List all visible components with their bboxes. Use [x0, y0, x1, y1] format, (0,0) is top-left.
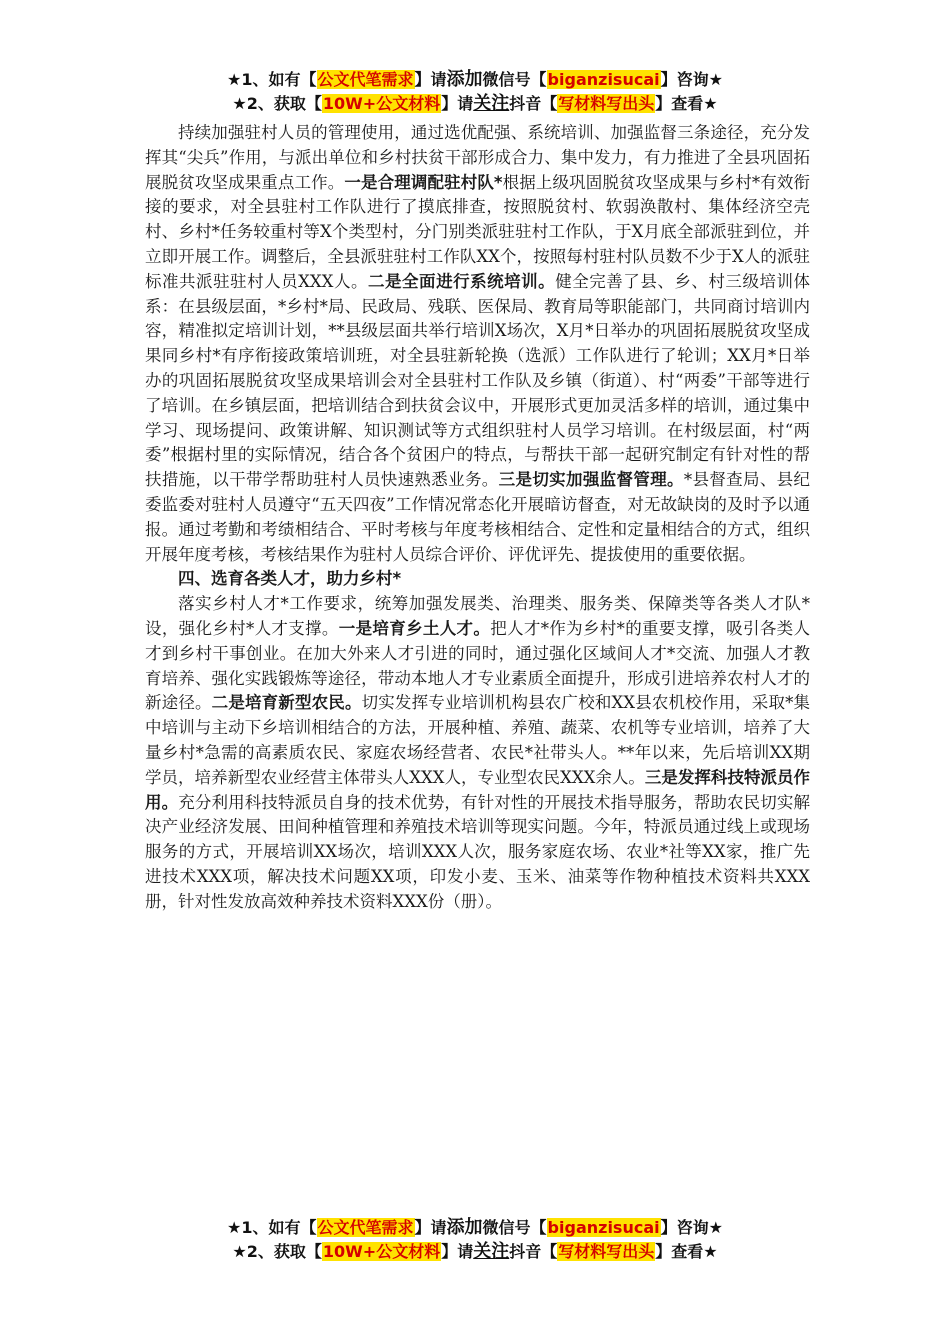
promo-banner-top [0, 68, 950, 116]
promo-highlight-materials: 10W+公文材料 [322, 1242, 441, 1261]
promo-highlight-service: 公文代笔需求 [317, 1218, 414, 1237]
paragraph-talent [145, 592, 810, 914]
promo-highlight-wechat-id: biganzisucai [547, 1218, 660, 1237]
promo-line-2-mid2: 抖音【 [509, 94, 558, 113]
promo-line-1 [0, 68, 950, 92]
promo-line-1-mid: 】请 [414, 1218, 447, 1237]
promo-line-2 [0, 1240, 950, 1264]
paragraph-text: 落实乡村人才*工作要求，统筹加强发展类、治理类、服务类、保障类等各类人才队*设，强化乡村*人才支撑。 [145, 594, 810, 638]
paragraph-village-staff [145, 121, 810, 567]
promo-line-1 [0, 1216, 950, 1240]
paragraph-text: 把人才*作为乡村*的重要支撑，吸引各类人才到乡村干事创业。在加大外来人才引进的同时，通过强化区域间人才*交流、加强人才教育培养、强化实践锻炼等途径，带动本地人才专业素质全面提升，形成引进培养农村人才的新途径。 [145, 618, 811, 713]
section-heading-4: 四、选育各类人才，助力乡村* [178, 569, 402, 589]
promo-line-1-prefix: ★1、如有【 [227, 70, 317, 89]
document-body [145, 121, 810, 915]
paragraph-text: *县督查局、县纪委监委对驻村人员遵守“五天四夜”工作情况常态化开展暗访督查，对无故缺岗的及时予以通报。通过考勤和考绩相结合、平时考核与年度考核相结合、定性和定量相结合的方式，组织开展年度考核，考核结果作为驻村人员综合评价、评优评先、提拔使用的重要依据。 [145, 470, 811, 564]
promo-line-2-mid: 】请 [441, 1242, 474, 1261]
bold-lead-2: 二是培育新型农民。 [211, 693, 362, 713]
bold-lead-3: 三是发挥科技特派员作用。 [145, 767, 811, 812]
paragraph-text: 充分利用科技特派员自身的技术优势，有针对性的开展技术指导服务，帮助农民切实解决产业经济发展、田间种植管理和养殖技术培训等现实问题。今年，特派员通过线上或现场服务的方式，开展培训XX场次，培训XXX人次，服务家庭农场、农业*社等XX家，推广先进技术XXX项，解决技术问题XX项，印发小麦、玉米、油菜等作物种植技术资料共XXX册，针对性发放高效种养技术资料XXX份（册）。 [145, 792, 811, 911]
promo-line-2-prefix: ★2、获取【 [232, 1242, 322, 1261]
paragraph-text: 健全完善了县、乡、村三级培训体系：在县级层面，*乡村*局、民政局、残联、医保局、教育局等职能部门，共同商讨培训内容，精准拟定培训计划，**县级层面共举行培训X场次，X月*日举办的巩固拓展脱贫攻坚成果同乡村*有序衔接政策培训班，对全县驻新轮换（选派）工作队进行了轮训；XX月*日举办的巩固拓展脱贫攻坚成果培训会对全县驻村工作队及乡镇（街道）、村“两委”干部等进行了培训。在乡镇层面，把培训结合到扶贫会议中，开展形式更加灵活多样的培训，通过集中学习、现场提问、政策讲解、知识测试等方式组织驻村人员学习培训。在村级层面，村“两委”根据村里的实际情况，结合各个贫困户的特点，与帮扶干部一起研究制定有针对性的帮扶措施，以干带学帮助驻村人员快速熟悉业务。 [145, 271, 811, 490]
promo-line-1-prefix: ★1、如有【 [227, 1218, 317, 1237]
promo-highlight-materials: 10W+公文材料 [322, 94, 441, 113]
paragraph-text: 根据上级巩固脱贫攻坚成果与乡村*有效衔接的要求，对全县驻村工作队进行了摸底排查，按照脱贫村、软弱涣散村、集体经济空壳村、乡村*任务较重村等X个类型村，分门别类派驻驻村工作队，于X月底全部派驻到位，并立即开展工作。调整后，全县派驻驻村工作队XX个，按照每村驻村队员数不少于X人的派驻标准共派驻驻村人员XXX人。 [145, 172, 811, 291]
promo-emphasis-add: 添加 [446, 1217, 483, 1238]
paragraph-text: 切实发挥专业培训机构县农广校和XX县农机校作用，采取*集中培训与主动下乡培训相结合的方法，开展种植、养殖、蔬菜、农机等专业培训，培养了大量乡村*急需的高素质农民、家庭农场经营者、农民*社带头人。**年以来，先后培训XX期学员，培养新型农业经营主体带头人XXX人，专业型农民XXX余人。 [145, 693, 811, 787]
promo-line-2-mid2: 抖音【 [509, 1242, 558, 1261]
promo-line-1-mid2: 微信号【 [482, 70, 547, 89]
bold-lead-1: 一是合理调配驻村队* [344, 172, 503, 192]
promo-emphasis-follow: 关注 [473, 93, 510, 114]
promo-line-1-mid2: 微信号【 [482, 1218, 547, 1237]
promo-line-2 [0, 92, 950, 116]
promo-banner-bottom [0, 1216, 950, 1264]
promo-line-2-mid: 】请 [441, 94, 474, 113]
promo-highlight-douyin: 写材料写出头 [558, 94, 655, 113]
promo-line-2-suffix: 】查看★ [655, 94, 718, 113]
bold-lead-2: 二是全面进行系统培训。 [367, 271, 556, 291]
promo-line-2-suffix: 】查看★ [655, 1242, 718, 1261]
promo-highlight-service: 公文代笔需求 [317, 70, 414, 89]
promo-highlight-douyin: 写材料写出头 [558, 1242, 655, 1261]
promo-emphasis-add: 添加 [446, 69, 483, 90]
promo-line-1-suffix: 】咨询★ [660, 70, 723, 89]
promo-highlight-wechat-id: biganzisucai [547, 70, 660, 89]
promo-line-1-suffix: 】咨询★ [660, 1218, 723, 1237]
promo-line-2-prefix: ★2、获取【 [232, 94, 322, 113]
paragraph-text: 持续加强驻村人员的管理使用，通过选优配强、系统培训、加强监督三条途径，充分发挥其“尖兵”作用，与派出单位和乡村扶贫干部形成合力、集中发力，有力推进了全县巩固拓展脱贫攻坚成果重点工作。 [145, 123, 810, 192]
promo-emphasis-follow: 关注 [473, 1241, 510, 1262]
bold-lead-3: 三是切实加强监督管理。 [498, 470, 684, 490]
bold-lead-1: 一是培育乡土人才。 [338, 618, 491, 638]
promo-line-1-mid: 】请 [414, 70, 447, 89]
